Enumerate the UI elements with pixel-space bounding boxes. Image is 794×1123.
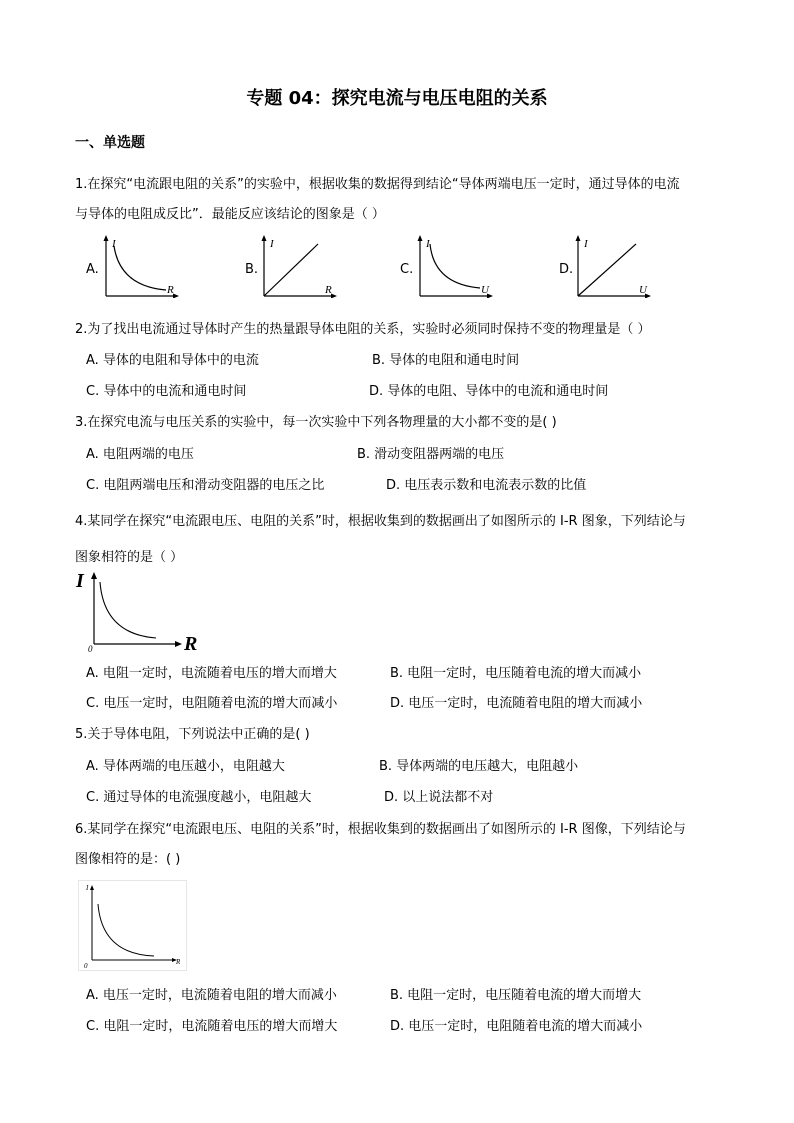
q2-option-c: C. 导体中的电流和通电时间 — [86, 384, 247, 399]
q6-stem-line2: 图像相符的是：( ) — [75, 852, 181, 867]
q5-option-c: C. 通过导体的电流强度越小，电阻越大 — [86, 790, 312, 805]
q4-stem-line2: 图象相符的是（ ） — [75, 550, 184, 565]
q1-graph-c-ylabel: I — [426, 238, 430, 250]
q4-graph-origin: 0 — [88, 644, 93, 652]
q4-option-c: C. 电压一定时，电阻随着电流的增大而减小 — [86, 696, 338, 711]
q1-stem-line1: 1.在探究“电流跟电阻的关系”的实验中，根据收集的数据得到结论“导体两端电压一定时，通过导体的电流 — [75, 177, 680, 192]
q1-option-d-label: D. — [559, 262, 574, 277]
q6-option-d: D. 电压一定时，电阻随着电流的增大而减小 — [390, 1019, 643, 1034]
q2-stem: 2.为了找出电流通过导体时产生的热量跟导体电阻的关系，实验时必须同时保持不变的物理量是（ ） — [75, 322, 651, 337]
q2-option-b: B. 导体的电阻和通电时间 — [372, 353, 520, 368]
q1-option-b-label: B. — [245, 262, 259, 277]
q6-option-c: C. 电阻一定时，电流随着电压的增大而增大 — [86, 1019, 338, 1034]
q4-graph — [74, 568, 204, 652]
q3-stem: 3.在探究电流与电压关系的实验中，每一次实验中下列各物理量的大小都不变的是( ) — [75, 415, 557, 430]
q1-graph-a-ylabel: I — [112, 238, 116, 250]
section-heading: 一、单选题 — [75, 135, 145, 151]
q5-option-d: D. 以上说法都不对 — [384, 790, 494, 805]
q5-option-a: A. 导体两端的电压越小，电阻越大 — [86, 759, 285, 774]
q2-option-a: A. 导体的电阻和导体中的电流 — [86, 353, 259, 368]
q3-option-d: D. 电压表示数和电流表示数的比值 — [386, 478, 587, 493]
q1-graph-b — [258, 234, 338, 298]
q3-option-b: B. 滑动变阻器两端的电压 — [357, 447, 505, 462]
q3-option-c: C. 电阻两端电压和滑动变阻器的电压之比 — [86, 478, 325, 493]
q1-graph-b-ylabel: I — [270, 238, 274, 250]
q1-graph-d-xlabel: U — [639, 284, 647, 296]
q6-graph-xlabel: R — [176, 958, 181, 966]
q6-stem-line1: 6.某同学在探究“电流跟电压、电阻的关系”时，根据收集到的数据画出了如图所示的 I-R 图像，下列结论与 — [75, 822, 686, 837]
q1-graph-a-xlabel: R — [167, 284, 174, 296]
q1-graph-c-xlabel: U — [481, 284, 489, 296]
q1-option-a-label: A. — [86, 262, 99, 277]
q1-graph-d-ylabel: I — [584, 238, 588, 250]
q1-option-c-label: C. — [400, 262, 414, 277]
q4-graph-xlabel: R — [184, 633, 198, 652]
q6-option-b: B. 电阻一定时，电压随着电流的增大而增大 — [390, 988, 642, 1003]
q1-graph-a — [100, 234, 180, 298]
q6-graph-ylabel: I — [86, 884, 89, 892]
q3-option-a: A. 电阻两端的电压 — [86, 447, 194, 462]
q4-option-a: A. 电阻一定时，电流随着电压的增大而增大 — [86, 666, 337, 681]
q4-option-d: D. 电压一定时，电流随着电阻的增大而减小 — [390, 696, 643, 711]
q5-option-b: B. 导体两端的电压越大，电阻越小 — [379, 759, 579, 774]
q4-graph-ylabel: I — [76, 570, 84, 592]
page-title: 专题 04：探究电流与电压电阻的关系 — [246, 88, 548, 109]
q2-option-d: D. 导体的电阻、导体中的电流和通电时间 — [369, 384, 609, 399]
q5-stem: 5.关于导体电阻，下列说法中正确的是( ) — [75, 727, 310, 742]
q6-graph-origin: 0 — [84, 962, 88, 970]
q6-graph — [78, 880, 188, 972]
q1-graph-b-xlabel: R — [325, 284, 332, 296]
q1-graph-c — [414, 234, 494, 298]
q4-option-b: B. 电阻一定时，电压随着电流的增大而减小 — [390, 666, 642, 681]
q6-option-a: A. 电压一定时，电流随着电阻的增大而减小 — [86, 988, 337, 1003]
q1-stem-line2: 与导体的电阻成反比”．最能反应该结论的图象是（ ） — [75, 207, 385, 222]
q4-stem-line1: 4.某同学在探究“电流跟电压、电阻的关系”时，根据收集到的数据画出了如图所示的 I-R 图象，下列结论与 — [75, 514, 686, 529]
q1-graph-d — [572, 234, 652, 298]
